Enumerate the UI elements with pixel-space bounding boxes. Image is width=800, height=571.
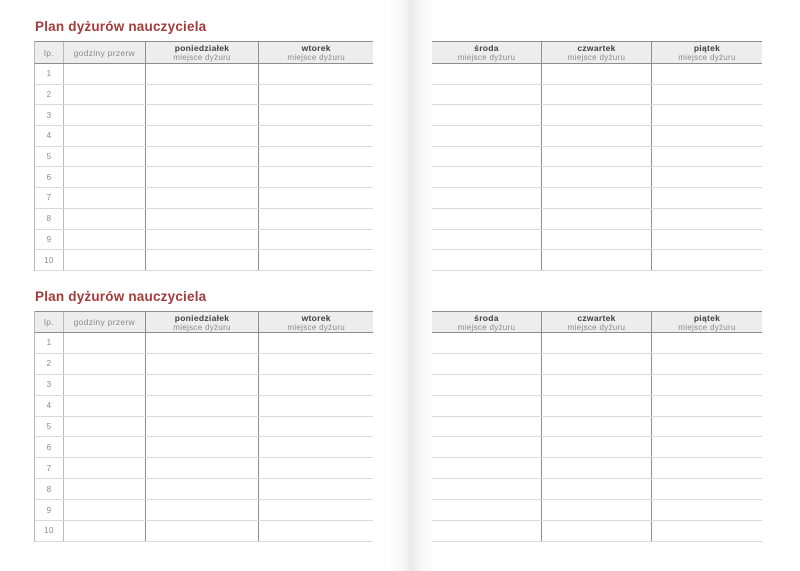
duty-place-cell-monday bbox=[146, 437, 260, 457]
break-hours-cell bbox=[64, 479, 146, 499]
duty-place-cell-thursday bbox=[542, 521, 652, 541]
duty-place-cell-monday bbox=[146, 250, 260, 270]
duty-place-cell-wednesday bbox=[432, 147, 542, 167]
row-number: 7 bbox=[35, 458, 64, 478]
break-hours-cell bbox=[64, 500, 146, 520]
table-row bbox=[35, 354, 373, 375]
duty-place-cell-monday bbox=[146, 458, 260, 478]
table-row bbox=[35, 250, 373, 271]
duty-place-cell-friday bbox=[652, 167, 762, 187]
day-name-label: czwartek bbox=[577, 43, 616, 53]
table-row bbox=[35, 458, 373, 479]
duty-place-cell-wednesday bbox=[432, 126, 542, 146]
table-row bbox=[35, 126, 373, 147]
table-row bbox=[432, 230, 762, 251]
duty-place-cell-thursday bbox=[542, 167, 652, 187]
table-row bbox=[432, 500, 762, 521]
header-cell-lp bbox=[35, 312, 64, 332]
break-hours-label: godziny przerw bbox=[73, 47, 135, 58]
duty-place-cell-friday bbox=[652, 396, 762, 416]
duty-place-cell-thursday bbox=[542, 230, 652, 250]
day-name-label: środa bbox=[474, 43, 499, 53]
duty-place-cell-thursday bbox=[542, 396, 652, 416]
duty-place-cell-tuesday bbox=[259, 105, 373, 125]
duty-place-cell-friday bbox=[652, 64, 762, 84]
table-row bbox=[35, 521, 373, 542]
duty-place-cell-wednesday bbox=[432, 230, 542, 250]
header-cell-thursday bbox=[542, 312, 652, 332]
table-row bbox=[35, 209, 373, 230]
duty-place-cell-wednesday bbox=[432, 437, 542, 457]
duty-place-cell-tuesday bbox=[259, 147, 373, 167]
duty-place-cell-wednesday bbox=[432, 479, 542, 499]
break-hours-cell bbox=[64, 250, 146, 270]
table-body bbox=[432, 333, 762, 542]
duty-place-cell-thursday bbox=[542, 375, 652, 395]
duty-place-cell-friday bbox=[652, 479, 762, 499]
duty-place-label: miejsce dyżuru bbox=[287, 53, 345, 62]
break-hours-cell bbox=[64, 437, 146, 457]
duty-place-label: miejsce dyżuru bbox=[173, 53, 231, 62]
row-number: 8 bbox=[35, 209, 64, 229]
duty-place-cell-friday bbox=[652, 354, 762, 374]
duty-place-cell-thursday bbox=[542, 437, 652, 457]
duty-place-cell-wednesday bbox=[432, 105, 542, 125]
duty-place-cell-wednesday bbox=[432, 354, 542, 374]
table-row bbox=[35, 396, 373, 417]
lp-label: lp. bbox=[44, 47, 54, 58]
header-cell-thursday bbox=[542, 42, 652, 63]
break-hours-cell bbox=[64, 147, 146, 167]
table-row bbox=[432, 396, 762, 417]
break-hours-cell bbox=[64, 333, 146, 353]
duty-place-cell-thursday bbox=[542, 147, 652, 167]
row-number: 5 bbox=[35, 417, 64, 437]
table-row bbox=[35, 230, 373, 251]
duty-place-cell-thursday bbox=[542, 479, 652, 499]
header-cell-break-hours bbox=[64, 42, 146, 63]
duty-place-cell-wednesday bbox=[432, 188, 542, 208]
duty-place-cell-wednesday bbox=[432, 209, 542, 229]
duty-place-cell-friday bbox=[652, 85, 762, 105]
duty-place-cell-monday bbox=[146, 230, 260, 250]
table-row bbox=[432, 250, 762, 271]
table-row bbox=[432, 209, 762, 230]
table-header bbox=[432, 41, 762, 64]
duty-place-cell-wednesday bbox=[432, 85, 542, 105]
header-cell-break-hours bbox=[64, 312, 146, 332]
duty-place-cell-monday bbox=[146, 126, 260, 146]
duty-place-cell-monday bbox=[146, 479, 260, 499]
break-hours-cell bbox=[64, 64, 146, 84]
duty-place-cell-thursday bbox=[542, 333, 652, 353]
day-name-label: środa bbox=[474, 312, 499, 323]
day-name-label: piątek bbox=[693, 43, 721, 53]
duty-place-cell-friday bbox=[652, 126, 762, 146]
duty-place-label: miejsce dyżuru bbox=[287, 322, 345, 332]
break-hours-cell bbox=[64, 167, 146, 187]
header-cell-wednesday bbox=[432, 312, 542, 332]
table-row bbox=[35, 188, 373, 209]
table-body bbox=[432, 64, 762, 271]
duty-place-cell-thursday bbox=[542, 188, 652, 208]
duty-place-cell-tuesday bbox=[259, 333, 373, 353]
duty-place-cell-tuesday bbox=[259, 126, 373, 146]
duty-place-cell-monday bbox=[146, 375, 260, 395]
break-hours-cell bbox=[64, 85, 146, 105]
row-number: 1 bbox=[35, 64, 64, 84]
duty-place-cell-thursday bbox=[542, 417, 652, 437]
duty-place-cell-monday bbox=[146, 147, 260, 167]
row-number: 8 bbox=[35, 479, 64, 499]
row-number: 5 bbox=[35, 147, 64, 167]
page-fold-shadow bbox=[388, 0, 434, 571]
header-cell-monday bbox=[146, 312, 260, 332]
duty-place-cell-tuesday bbox=[259, 437, 373, 457]
day-name-label: poniedziałek bbox=[174, 43, 230, 53]
duty-place-cell-friday bbox=[652, 209, 762, 229]
day-name-label: piątek bbox=[693, 312, 721, 323]
duty-place-cell-thursday bbox=[542, 250, 652, 270]
table-row bbox=[432, 375, 762, 396]
duty-table-wed-fri bbox=[432, 311, 762, 542]
break-hours-cell bbox=[64, 354, 146, 374]
row-number: 2 bbox=[35, 85, 64, 105]
duty-place-cell-wednesday bbox=[432, 458, 542, 478]
duty-place-cell-thursday bbox=[542, 458, 652, 478]
day-name-label: poniedziałek bbox=[174, 312, 230, 323]
duty-place-cell-tuesday bbox=[259, 500, 373, 520]
duty-place-cell-tuesday bbox=[259, 85, 373, 105]
row-number: 1 bbox=[35, 333, 64, 353]
duty-place-cell-wednesday bbox=[432, 521, 542, 541]
day-name-label: wtorek bbox=[301, 312, 331, 323]
header-cell-tuesday bbox=[259, 42, 373, 63]
duty-place-cell-friday bbox=[652, 521, 762, 541]
break-hours-cell bbox=[64, 458, 146, 478]
page-title: Plan dyżurów nauczyciela bbox=[35, 19, 207, 34]
duty-place-cell-tuesday bbox=[259, 230, 373, 250]
table-row bbox=[432, 147, 762, 168]
break-hours-cell bbox=[64, 230, 146, 250]
row-number: 9 bbox=[35, 230, 64, 250]
duty-place-cell-friday bbox=[652, 458, 762, 478]
duty-place-cell-friday bbox=[652, 333, 762, 353]
break-hours-cell bbox=[64, 417, 146, 437]
table-row bbox=[432, 333, 762, 354]
break-hours-cell bbox=[64, 396, 146, 416]
duty-place-cell-tuesday bbox=[259, 250, 373, 270]
duty-place-cell-friday bbox=[652, 250, 762, 270]
row-number: 2 bbox=[35, 354, 64, 374]
row-number: 4 bbox=[35, 396, 64, 416]
duty-place-cell-monday bbox=[146, 521, 260, 541]
duty-place-cell-friday bbox=[652, 437, 762, 457]
table-row bbox=[432, 105, 762, 126]
table-row bbox=[432, 521, 762, 542]
duty-place-cell-thursday bbox=[542, 105, 652, 125]
duty-place-cell-tuesday bbox=[259, 167, 373, 187]
lp-label: lp. bbox=[44, 317, 54, 327]
table-header bbox=[35, 311, 373, 333]
row-number: 4 bbox=[35, 126, 64, 146]
duty-place-label: miejsce dyżuru bbox=[678, 322, 736, 332]
table-row bbox=[432, 437, 762, 458]
duty-place-cell-tuesday bbox=[259, 521, 373, 541]
duty-place-label: miejsce dyżuru bbox=[457, 322, 516, 332]
table-row bbox=[432, 417, 762, 438]
table-row bbox=[35, 479, 373, 500]
duty-place-label: miejsce dyżuru bbox=[567, 322, 626, 332]
duty-place-cell-wednesday bbox=[432, 417, 542, 437]
duty-place-label: miejsce dyżuru bbox=[678, 53, 736, 62]
row-number: 3 bbox=[35, 375, 64, 395]
header-cell-lp bbox=[35, 42, 64, 63]
duty-place-label: miejsce dyżuru bbox=[457, 53, 516, 62]
row-number: 7 bbox=[35, 188, 64, 208]
table-row bbox=[35, 375, 373, 396]
table-row bbox=[432, 85, 762, 106]
duty-place-cell-friday bbox=[652, 188, 762, 208]
break-hours-cell bbox=[64, 188, 146, 208]
duty-place-label: miejsce dyżuru bbox=[173, 322, 231, 332]
table-row bbox=[35, 147, 373, 168]
table-row bbox=[35, 85, 373, 106]
table-row bbox=[35, 105, 373, 126]
duty-place-cell-friday bbox=[652, 230, 762, 250]
duty-place-cell-monday bbox=[146, 396, 260, 416]
row-number: 6 bbox=[35, 437, 64, 457]
duty-table-mon-tue bbox=[34, 311, 373, 542]
table-row bbox=[432, 458, 762, 479]
duty-place-cell-thursday bbox=[542, 64, 652, 84]
table-header bbox=[432, 311, 762, 333]
duty-place-cell-tuesday bbox=[259, 209, 373, 229]
duty-place-cell-wednesday bbox=[432, 167, 542, 187]
table-row bbox=[35, 333, 373, 354]
break-hours-cell bbox=[64, 126, 146, 146]
table-row bbox=[432, 126, 762, 147]
duty-place-cell-friday bbox=[652, 147, 762, 167]
break-hours-cell bbox=[64, 209, 146, 229]
row-number: 10 bbox=[35, 250, 64, 270]
row-number: 6 bbox=[35, 167, 64, 187]
duty-place-cell-monday bbox=[146, 85, 260, 105]
duty-place-cell-friday bbox=[652, 417, 762, 437]
table-row bbox=[35, 417, 373, 438]
table-row bbox=[35, 437, 373, 458]
row-number: 9 bbox=[35, 500, 64, 520]
table-row bbox=[35, 167, 373, 188]
duty-place-cell-friday bbox=[652, 375, 762, 395]
duty-place-cell-monday bbox=[146, 500, 260, 520]
duty-place-cell-wednesday bbox=[432, 500, 542, 520]
duty-place-cell-tuesday bbox=[259, 375, 373, 395]
duty-place-cell-monday bbox=[146, 64, 260, 84]
duty-place-cell-monday bbox=[146, 354, 260, 374]
duty-place-cell-thursday bbox=[542, 85, 652, 105]
duty-table-mon-tue bbox=[34, 41, 373, 271]
duty-place-cell-wednesday bbox=[432, 333, 542, 353]
duty-place-cell-thursday bbox=[542, 209, 652, 229]
table-row bbox=[432, 188, 762, 209]
page-title: Plan dyżurów nauczyciela bbox=[35, 289, 207, 304]
header-cell-monday bbox=[146, 42, 260, 63]
duty-place-label: miejsce dyżuru bbox=[567, 53, 626, 62]
duty-place-cell-monday bbox=[146, 209, 260, 229]
duty-place-cell-tuesday bbox=[259, 417, 373, 437]
break-hours-cell bbox=[64, 105, 146, 125]
duty-place-cell-tuesday bbox=[259, 458, 373, 478]
duty-place-cell-monday bbox=[146, 188, 260, 208]
header-cell-wednesday bbox=[432, 42, 542, 63]
duty-place-cell-monday bbox=[146, 105, 260, 125]
duty-place-cell-tuesday bbox=[259, 396, 373, 416]
row-number: 3 bbox=[35, 105, 64, 125]
duty-place-cell-thursday bbox=[542, 500, 652, 520]
row-number: 10 bbox=[35, 521, 64, 541]
duty-place-cell-monday bbox=[146, 167, 260, 187]
duty-place-cell-tuesday bbox=[259, 354, 373, 374]
table-header bbox=[35, 41, 373, 64]
day-name-label: czwartek bbox=[577, 312, 616, 323]
duty-place-cell-thursday bbox=[542, 354, 652, 374]
duty-place-cell-wednesday bbox=[432, 375, 542, 395]
duty-table-wed-fri bbox=[432, 41, 762, 271]
duty-place-cell-thursday bbox=[542, 126, 652, 146]
table-row bbox=[432, 479, 762, 500]
duty-place-cell-friday bbox=[652, 500, 762, 520]
table-row bbox=[432, 167, 762, 188]
header-cell-friday bbox=[652, 312, 762, 332]
break-hours-cell bbox=[64, 375, 146, 395]
duty-place-cell-tuesday bbox=[259, 64, 373, 84]
table-row bbox=[35, 64, 373, 85]
break-hours-cell bbox=[64, 521, 146, 541]
duty-place-cell-tuesday bbox=[259, 188, 373, 208]
duty-place-cell-wednesday bbox=[432, 250, 542, 270]
day-name-label: wtorek bbox=[301, 43, 331, 53]
duty-place-cell-tuesday bbox=[259, 479, 373, 499]
table-row bbox=[432, 64, 762, 85]
break-hours-label: godziny przerw bbox=[73, 317, 135, 327]
duty-place-cell-friday bbox=[652, 105, 762, 125]
header-cell-tuesday bbox=[259, 312, 373, 332]
table-row bbox=[35, 500, 373, 521]
duty-place-cell-wednesday bbox=[432, 64, 542, 84]
table-body bbox=[35, 333, 373, 542]
table-row bbox=[432, 354, 762, 375]
table-body bbox=[35, 64, 373, 271]
duty-place-cell-wednesday bbox=[432, 396, 542, 416]
header-cell-friday bbox=[652, 42, 762, 63]
duty-place-cell-monday bbox=[146, 333, 260, 353]
duty-place-cell-monday bbox=[146, 417, 260, 437]
